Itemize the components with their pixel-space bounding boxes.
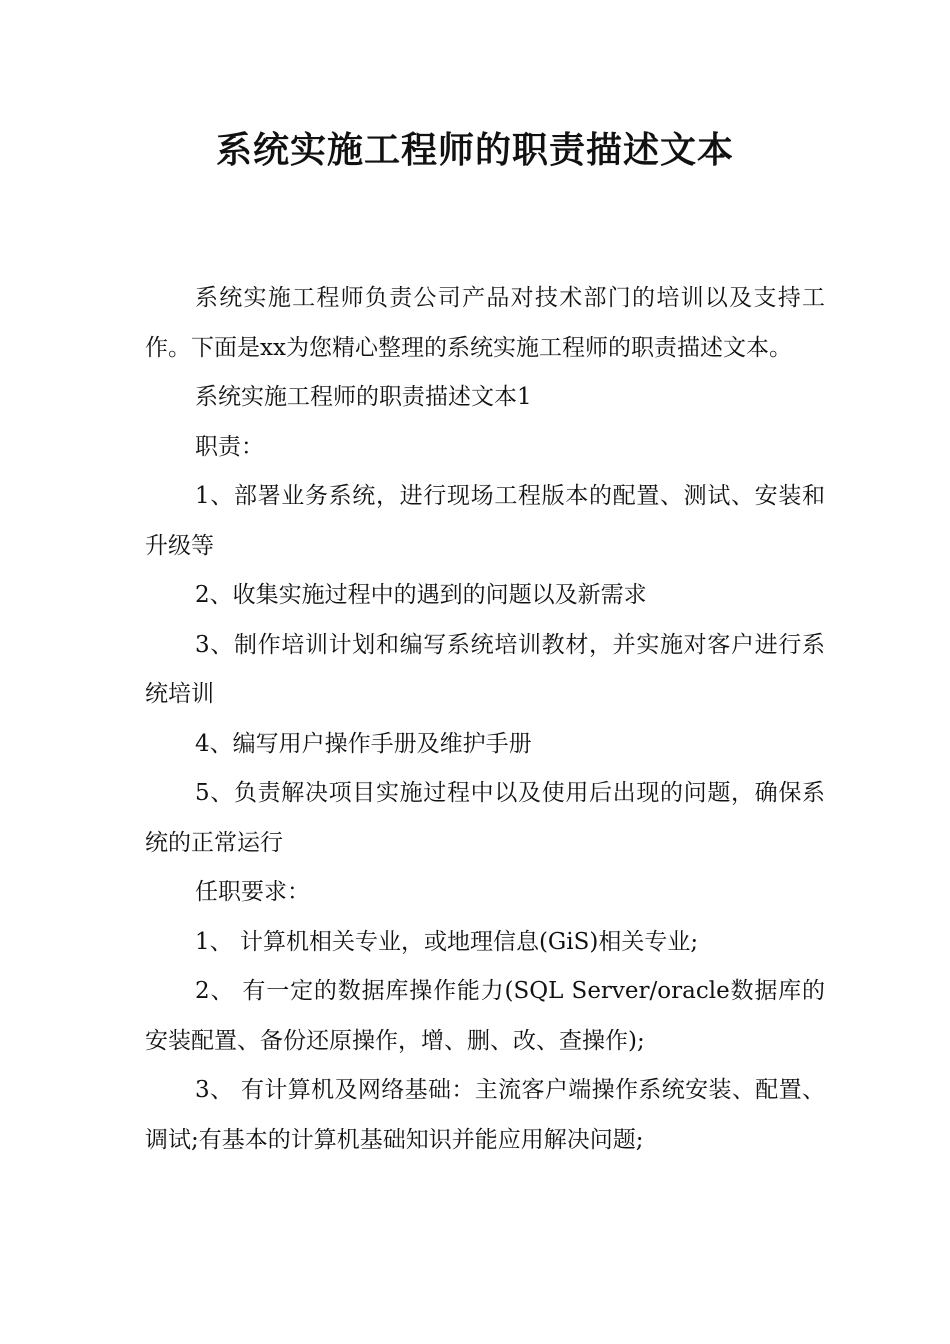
- duty-item-3: 3、制作培训计划和编写系统培训教材，并实施对客户进行系统培训: [145, 631, 825, 707]
- requirement-item-2: 2、 有一定的数据库操作能力(SQL Server/oracle数据库的安装配置、备份还原操作，增、删、改、查操作);: [145, 978, 825, 1054]
- requirements-heading: 任职要求：: [195, 879, 310, 905]
- duties-heading: 职责：: [195, 433, 264, 460]
- duty-item-4: 4、编写用户操作手册及维护手册: [195, 730, 532, 757]
- requirement-item-3: 3、 有计算机及网络基础：主流客户端操作系统安装、配置、调试;有基本的计算机基础知识并能应用解决问题;: [145, 1077, 825, 1153]
- duty-item-1: 1、部署业务系统，进行现场工程版本的配置、测试、安装和升级等: [145, 483, 825, 559]
- intro-paragraph: 系统实施工程师负责公司产品对技术部门的培训以及支持工作。下面是xx为您精心整理的系统实施工程师的职责描述文本。: [145, 285, 825, 361]
- document-body: [145, 274, 825, 1165]
- document-title: 系统实施工程师的职责描述文本: [215, 129, 734, 171]
- duty-item-5: 5、负责解决项目实施过程中以及使用后出现的问题，确保系统的正常运行: [145, 780, 825, 856]
- requirement-item-1: 1、 计算机相关专业，或地理信息(GiS)相关专业;: [195, 928, 699, 955]
- section-heading-1: 系统实施工程师的职责描述文本1: [195, 384, 532, 410]
- duty-item-2: 2、收集实施过程中的遇到的问题以及新需求: [195, 582, 647, 608]
